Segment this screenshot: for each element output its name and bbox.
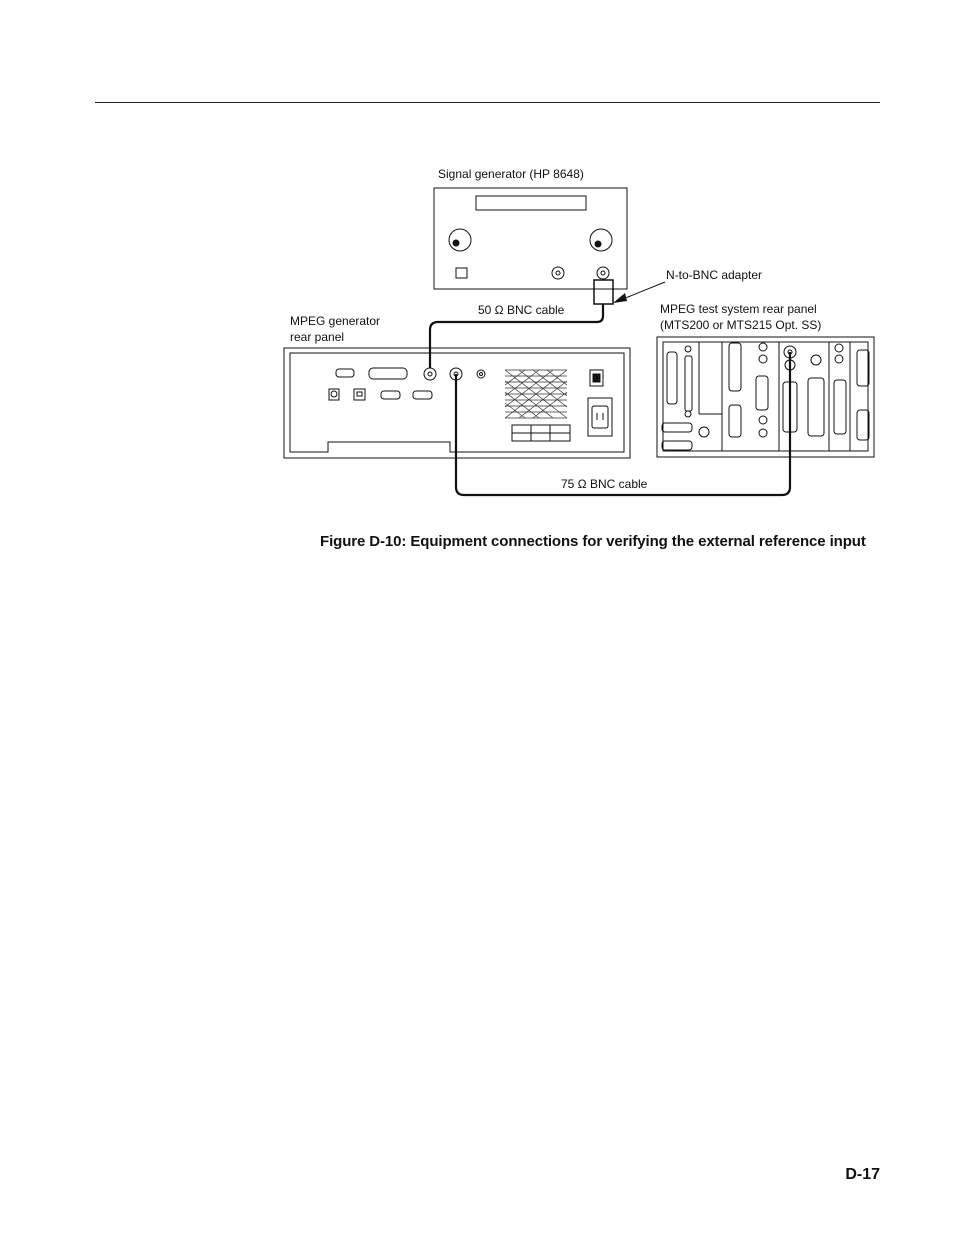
signal-generator-label: Signal generator (HP 8648) xyxy=(438,167,584,181)
mpeg-test-system-unit xyxy=(657,337,874,457)
mpeg-generator-label-line1: MPEG generator xyxy=(290,314,381,328)
cable-75-ohm xyxy=(456,352,790,495)
signal-generator-unit xyxy=(434,188,627,289)
cable-50-label: 50 Ω BNC cable xyxy=(478,303,565,317)
cable-75-label: 75 Ω BNC cable xyxy=(561,477,648,491)
equipment-connection-diagram xyxy=(0,0,954,520)
page-number: D-17 xyxy=(845,1166,880,1183)
n-to-bnc-adapter xyxy=(594,280,665,304)
test-system-label-line1: MPEG test system rear panel xyxy=(660,302,817,316)
test-system-label-line2: (MTS200 or MTS215 Opt. SS) xyxy=(660,318,822,332)
mpeg-generator-label-line2: rear panel xyxy=(290,330,345,344)
adapter-label: N-to-BNC adapter xyxy=(666,268,763,282)
figure-caption: Figure D-10: Equipment connections for verifying the external reference input xyxy=(320,533,866,550)
